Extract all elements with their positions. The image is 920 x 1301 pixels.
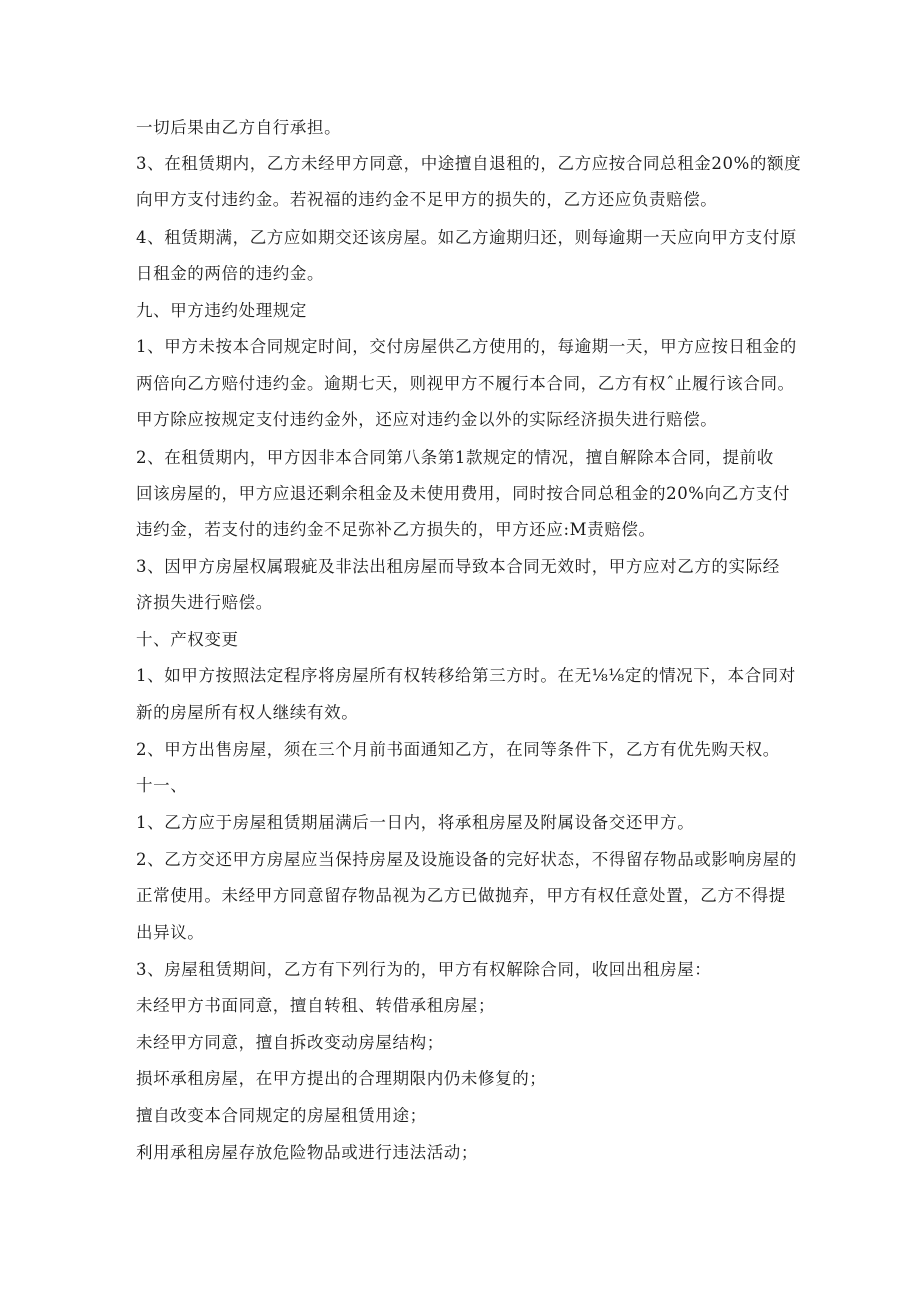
text-line: 济损失进行赔偿。 [136, 593, 273, 612]
list-item: 擅自改变本合同规定的房屋租赁用途； [136, 1106, 427, 1125]
text-line: 1、甲方未按本合同规定时间，交付房屋供乙方使用的，每逾期一天，甲方应按日租金的 [136, 337, 797, 356]
text-line: 1、如甲方按照法定程序将房屋所有权转移给第三方时。在无⅛⅛定的情况下，本合同对 [136, 666, 796, 685]
text-line: 2、乙方交还甲方房屋应当保持房屋及设施设备的完好状态，不得留存物品或影响房屋的 [136, 850, 797, 869]
text-line: 向甲方支付违约金。若祝福的违约金不足甲方的损失的，乙方还应负责赔偿。 [136, 190, 718, 209]
text-line: 甲方除应按规定支付违约金外，还应对违约金以外的实际经济损失进行赔偿。 [136, 410, 718, 429]
text-line: 两倍向乙方赔付违约金。逾期七天，则视甲方不履行本合同，乙方有权ˆ止履行该合同。 [136, 374, 795, 393]
text-line: 日租金的两倍的违约金。 [136, 264, 325, 283]
section-heading: 九、甲方违约处理规定 [136, 301, 307, 320]
text-line: 新的房屋所有权人继续有效。 [136, 703, 359, 722]
text-line: 2、甲方出售房屋，须在三个月前书面通知乙方，在同等条件下，乙方有优先购天权。 [136, 740, 780, 759]
list-item: 未经甲方同意，擅自拆改变动房屋结构； [136, 1033, 444, 1052]
list-item: 损坏承租房屋，在甲方提出的合理期限内仍未修复的； [136, 1069, 547, 1088]
text-line: 回该房屋的，甲方应退还剩余租金及未使用费用，同时按合同总租金的20%向乙方支付 [136, 484, 791, 503]
text-line: 1、乙方应于房屋租赁期届满后一日内，将承租房屋及附属设备交还甲方。 [136, 813, 695, 832]
list-item: 未经甲方书面同意，擅自转租、转借承租房屋； [136, 996, 496, 1015]
section-heading: 十、产权变更 [136, 630, 239, 649]
text-line: 3、因甲方房屋权属瑕疵及非法出租房屋而导致本合同无效时，甲方应对乙方的实际经 [136, 557, 780, 576]
text-line: 2、在租赁期内，甲方因非本合同第八条第1款规定的情况，擅自解除本合同，提前收 [136, 448, 774, 467]
text-line: 一切后果由乙方自行承担。 [136, 118, 342, 137]
text-line: 3、在租赁期内，乙方未经甲方同意，中途擅自退租的，乙方应按合同总租金20%的额度 [136, 154, 802, 173]
section-heading: 十一、 [136, 776, 188, 795]
text-line: 正常使用。未经甲方同意留存物品视为乙方已做抛弃，甲方有权任意处置，乙方不得提 [136, 886, 786, 905]
text-line: 出异议。 [136, 923, 205, 942]
text-line: 4、租赁期满，乙方应如期交还该房屋。如乙方逾期归还，则每逾期一天应向甲方支付原 [136, 228, 797, 247]
list-item: 利用承租房屋存放危险物品或进行违法活动； [136, 1143, 478, 1162]
text-line: 违约金，若支付的违约金不足弥补乙方损失的，甲方还应:M责赔偿。 [136, 520, 656, 539]
text-line: 3、房屋租赁期间，乙方有下列行为的，甲方有权解除合同，收回出租房屋： [136, 960, 712, 979]
